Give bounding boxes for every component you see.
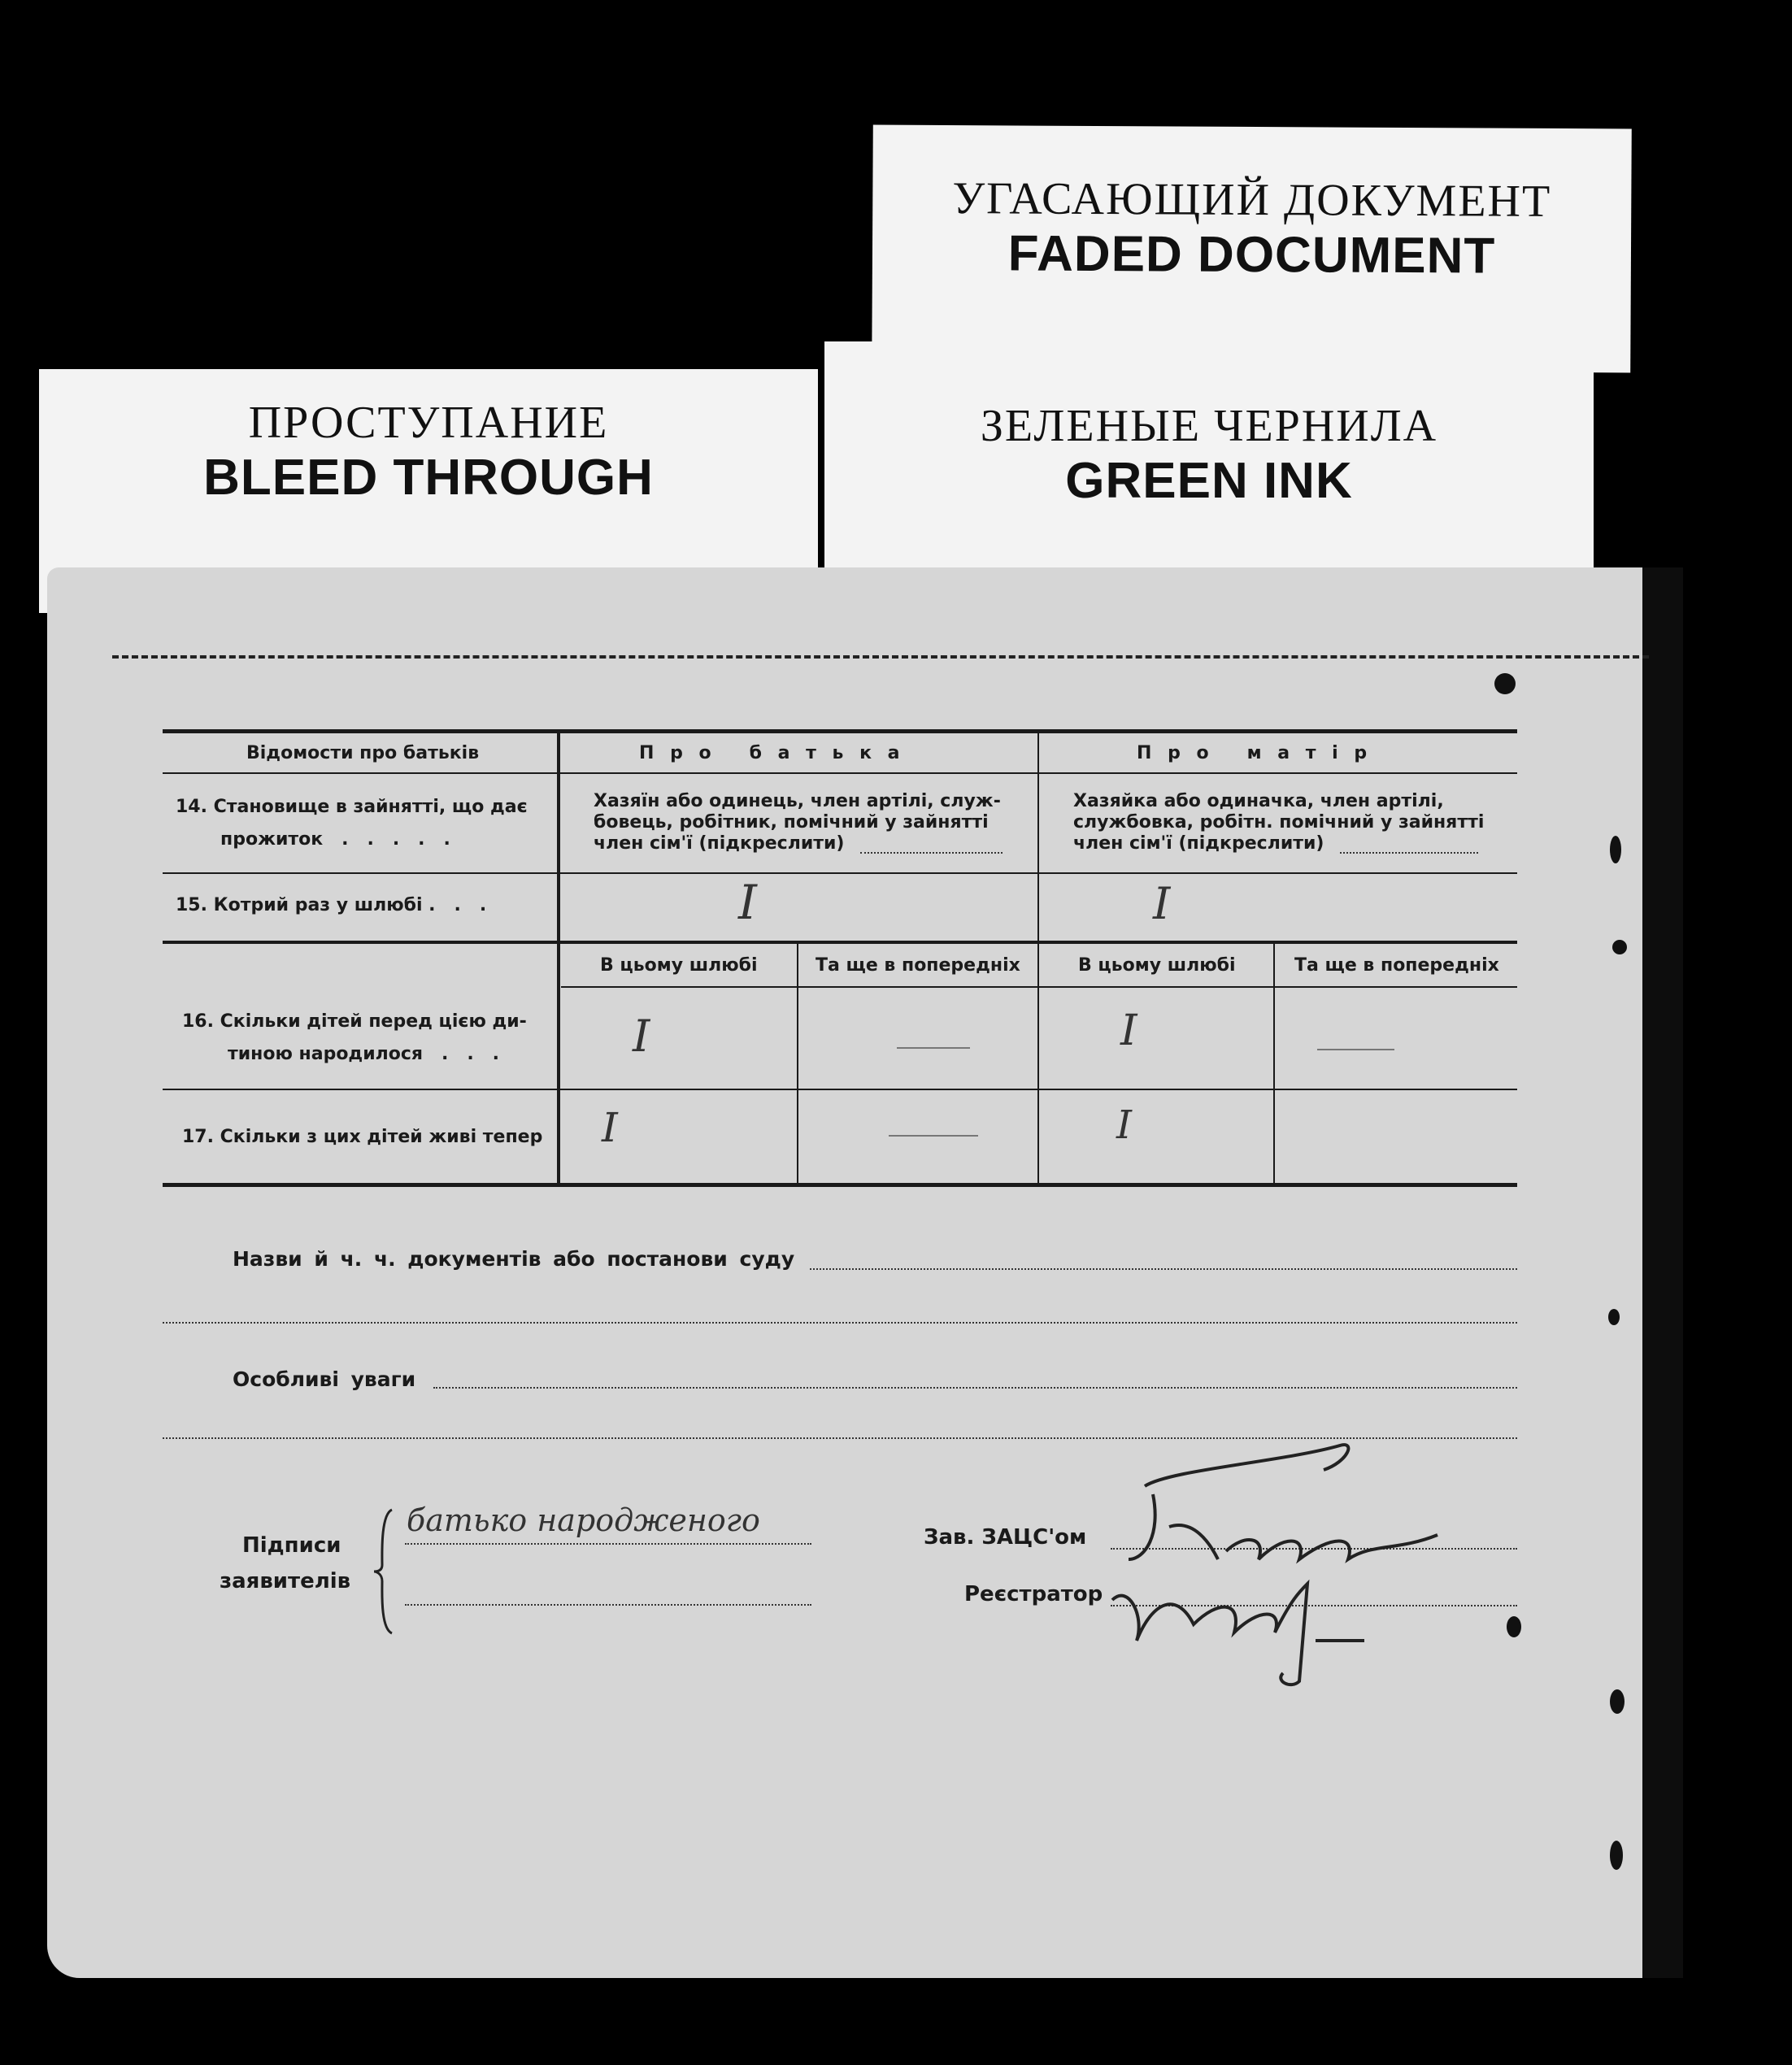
- signatures-label-line1: Підписи: [242, 1533, 341, 1558]
- punch-hole: [1610, 1689, 1625, 1714]
- row14-label-line1: 14. Становище в зайнятті, що дає: [176, 797, 528, 817]
- punch-hole: [1494, 673, 1516, 694]
- table-subheader-rule: [561, 986, 1517, 988]
- green-tag-ru: ЗЕЛЕНЫЕ ЧЕРНИЛА: [980, 401, 1438, 451]
- row15-father-value: I: [738, 875, 757, 930]
- header-parents: Відомости про батьків: [246, 743, 480, 763]
- punch-hole: [1612, 940, 1627, 954]
- bleed-tag-en: BLEED THROUGH: [203, 450, 654, 506]
- documents-label: Назви й ч. ч. документів або постанови суду: [233, 1247, 795, 1271]
- row14-mother-line1: Хазяйка або одиначка, член артілі,: [1073, 791, 1444, 811]
- row16-mother-this: I: [1120, 1006, 1137, 1055]
- table-col-rule: [1037, 733, 1039, 1183]
- faded-tag-en: FADED DOCUMENT: [1007, 225, 1496, 285]
- row16-label-line2: тиною народилося . . .: [228, 1044, 500, 1064]
- bleed-tag-ru: ПРОСТУПАНИЕ: [248, 398, 609, 448]
- row14-father-line3: член сім'ї (підкреслити): [594, 833, 845, 854]
- row14-mother-underline: [1340, 852, 1478, 854]
- head-label: Зав. ЗАЦС'ом: [924, 1525, 1087, 1550]
- document-sheet: [47, 567, 1651, 1978]
- row16-father-prev-dash: [897, 1047, 970, 1049]
- table-row-rule: [163, 872, 1517, 874]
- applicant-signature: батько народженого: [407, 1502, 760, 1538]
- subheader-father-prev: Та ще в попередніх: [816, 955, 1020, 976]
- row14-father-line1: Хазяїн або одинець, член артілі, служ-: [594, 791, 1001, 811]
- table-col-rule: [797, 944, 798, 1183]
- row14-label-line2: прожиток . . . . .: [220, 829, 450, 850]
- row14-father-line2: бовець, робітник, помічний у зайнятті: [594, 812, 989, 833]
- punch-hole: [1507, 1616, 1521, 1637]
- subheader-mother-this: В цьому шлюбі: [1078, 955, 1236, 976]
- applicant-line-2: [405, 1604, 811, 1606]
- table-row-rule: [163, 941, 1517, 944]
- subheader-father-this: В цьому шлюбі: [600, 955, 758, 976]
- applicant-line-1: [405, 1543, 811, 1545]
- row14-mother-line3: член сім'ї (підкреслити): [1073, 833, 1324, 854]
- punch-hole: [1610, 1841, 1623, 1870]
- row14-father-underline: [860, 852, 1003, 854]
- row17-label: 17. Скільки з цих дітей живі тепер: [182, 1127, 543, 1147]
- green-tag-en: GREEN INK: [1065, 453, 1353, 509]
- row17-father-prev-dash: [889, 1135, 978, 1137]
- notes-line-1: [433, 1387, 1517, 1389]
- subheader-mother-prev: Та ще в попередніх: [1294, 955, 1499, 976]
- punch-hole: [1608, 1309, 1620, 1325]
- header-mother: П р о м а т і р: [1137, 743, 1372, 763]
- table-col-rule: [557, 733, 560, 1183]
- notes-label: Особливі уваги: [233, 1367, 416, 1391]
- row16-label-line1: 16. Скільки дітей перед цією ди-: [182, 1011, 527, 1032]
- sheet-edge-shadow: [1642, 567, 1683, 1978]
- row16-mother-prev-dash: [1317, 1049, 1394, 1050]
- faded-tag-ru: УГАСАЮЩИЙ ДОКУМЕНТ: [952, 173, 1552, 227]
- row14-mother-line2: службовка, робітн. помічний у зайнятті: [1073, 812, 1485, 833]
- punch-hole: [1610, 836, 1621, 863]
- table-top-rule: [163, 729, 1517, 733]
- table-bottom-rule: [163, 1183, 1517, 1187]
- row17-father-this: I: [602, 1104, 618, 1151]
- table-header-rule: [163, 772, 1517, 774]
- signatures-label-line2: заявителів: [220, 1569, 351, 1593]
- documents-line-1: [810, 1268, 1517, 1270]
- brace-icon: [372, 1506, 397, 1637]
- header-father: П р о б а т ь к а: [639, 743, 905, 763]
- row15-mother-value: I: [1153, 878, 1171, 929]
- head-signature-drawing: [1096, 1437, 1486, 1706]
- row16-father-this: I: [633, 1011, 650, 1062]
- row17-mother-this: I: [1116, 1102, 1132, 1148]
- table-row-rule: [163, 1089, 1517, 1090]
- registrar-label: Реєстратор: [964, 1582, 1103, 1606]
- faded-document-tag: [872, 125, 1632, 373]
- row15-label: 15. Котрий раз у шлюбі . . .: [176, 895, 487, 915]
- perforation-line: [112, 655, 1649, 659]
- table-col-rule: [1273, 944, 1275, 1183]
- documents-line-2: [163, 1322, 1517, 1324]
